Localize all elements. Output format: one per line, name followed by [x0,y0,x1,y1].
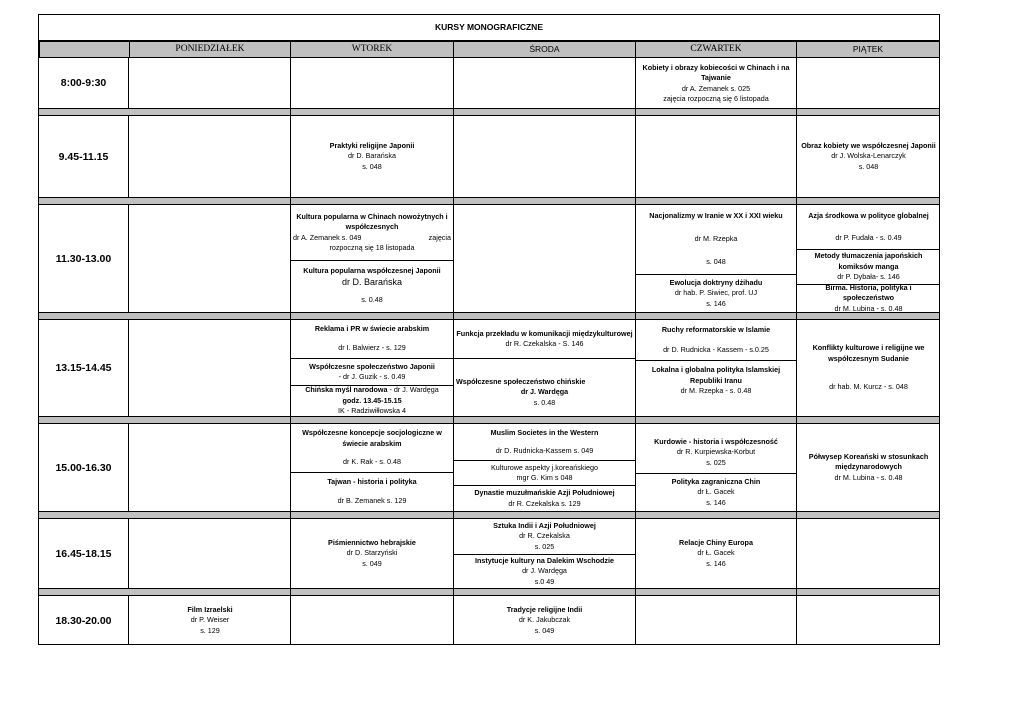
course-teacher: dr M. Lubina - s. 0.48 [834,303,903,313]
course-teacher: dr M. Rzepka [694,234,738,244]
course-title: Funkcja przekładu w komunikacji międzykulturowej [456,328,633,338]
page-title: KURSY MONOGRAFICZNE [39,15,939,41]
course-cell [797,282,940,313]
course-room: s. 048 [362,161,382,171]
course-teacher: - dr J. Wardęga [387,385,439,395]
course-teacher: dr K. Rak - s. 0.48 [343,457,401,467]
course-cell [454,519,635,554]
course-cell [291,205,453,260]
course-title: Półwysep Koreański w stosunkach międzynarodowych [808,451,929,472]
course-cell [291,116,453,197]
course-room: IK - Radziwiłłowska 4 [338,406,406,416]
row-separator [39,588,939,596]
course-cell [454,320,635,358]
course-cell [454,596,635,645]
course-teacher: dr M. Lubina - s. 0.48 [834,472,903,482]
course-teacher: dr B. Zemanek s. 129 [337,496,407,506]
course-cell [636,424,796,473]
course-room: s. 0.48 [361,294,383,304]
course-title: Piśmiennictwo hebrajskie [328,537,416,547]
course-room: s.0 49 [534,576,555,586]
course-cell [797,205,940,249]
course-title: Praktyki religijne Japonii [329,140,415,150]
course-room: s. 146 [706,497,726,507]
course-teacher: dr R. Czekalska [519,531,570,541]
header-tuesday: WTOREK [290,41,454,58]
course-teacher: dr M. Rzepka - s. 0.48 [680,386,752,395]
course-line [293,385,451,396]
course-hours: godz. 13.45-15.15 [342,395,402,405]
course-note: zajęcia rozpoczną się 6 listopada [663,94,769,103]
course-title: Współczesne koncepcje socjologiczne w świecie arabskim [302,428,442,448]
course-cell [454,424,635,460]
course-room: s. 048 [858,161,879,171]
course-cell [636,474,796,511]
course-teacher: dr hab. P. Siwiec, prof. UJ [674,288,758,298]
course-cell [636,361,796,416]
course-title: Kobiety i obrazy kobiecości w Chinach i na Tajwanie [642,62,790,82]
course-teacher: dr J. Wardęga [520,387,569,397]
course-room: s. 048 [706,257,726,267]
course-cell [291,261,453,312]
course-teacher: dr J. Wolska-Lenarczyk [831,151,906,161]
course-cell [291,320,453,358]
course-cell [454,486,635,511]
course-teacher: dr P. Weiser [190,615,230,625]
course-cell [636,59,796,108]
course-cell [454,555,635,588]
course-room: s. 146 [706,298,726,308]
course-teacher: dr A. Zemanek s. 049 [293,232,362,242]
course-teacher: dr A. Zemanek s. 025 [681,83,751,93]
course-teacher: dr R. Kurpiewska-Korbut [676,447,756,457]
course-teacher: dr Ł. Gacek [697,548,735,558]
course-cell [636,320,796,360]
course-title: Chińska myśl narodowa [305,385,388,395]
time-label: 18.30-20.00 [39,596,129,645]
header-monday: PONIEDZIAŁEK [129,41,291,58]
course-room: s. 025 [706,457,726,467]
time-label: 11.30-13.00 [39,205,129,312]
course-title: Tradycje religijne Indii [506,604,583,614]
time-label: 8:00-9:30 [39,58,129,108]
course-teacher: mgr G. Kim s 048 [516,473,573,482]
course-teacher: dr K. Jakubczak [518,615,571,625]
header-friday: PIĄTEK [796,41,940,58]
row-separator [39,197,939,205]
course-teacher: dr R. Czekalska - S. 146 [505,339,584,348]
course-cell [454,359,635,416]
course-room: s. 049 [362,558,382,568]
course-room: s. 146 [706,558,726,568]
schedule-sheet [38,14,940,645]
course-cell [797,424,940,511]
course-teacher: dr I. Balwierz - s. 129 [338,343,406,353]
course-title: Obraz kobiety we współczesnej Japonii [801,140,936,150]
course-note: zajęcia [428,232,451,242]
course-room: s. 025 [534,541,555,551]
course-title: Konflikty kulturowe i religijne we współczesnym Sudanie [812,343,925,363]
course-title: Ewolucja doktryny dżihadu [669,277,763,287]
course-teacher: dr Ł. Gacek [697,487,735,497]
row-separator [39,108,939,116]
course-cell [454,461,635,485]
course-title: Ruchy reformatorskie w Islamie [661,324,771,334]
course-title: Nacjonalizmy w Iranie w XX i XXI wieku [649,211,783,221]
course-title: Sztuka Indii i Azji Południowej [493,520,596,530]
course-note: rozpoczną się 18 listopada [329,243,415,252]
course-cell [636,275,796,312]
course-room: s. 129 [200,625,220,635]
course-teacher: dr D. Rudnicka-Kassem s. 049 [495,445,594,455]
course-cell [797,116,940,197]
course-title: Współczesne społeczeństwo Japonii [309,361,435,371]
course-cell [636,205,796,274]
course-cell [636,519,796,588]
course-title: Kultura popularna współczesnej Japonii [303,266,441,275]
course-teacher: dr J. Wardęga [522,566,567,576]
course-teacher: dr hab. M. Kurcz - s. 048 [829,382,908,392]
course-teacher: dr D. Starzyński [346,548,398,558]
course-cell [130,596,290,645]
course-room: s. 0.48 [533,397,556,407]
course-line [293,233,451,244]
course-title: Instytucje kultury na Dalekim Wschodzie [475,555,614,565]
header-wednesday: ŚRODA [453,41,636,58]
course-teacher: dr P. Dybała- s. 146 [837,272,900,282]
course-title: Dynastie muzułmańskie Azji Południowej [474,488,615,497]
course-cell [291,473,453,511]
course-title: Kultura popularna w Chinach nowożytnych i współczesnych [296,211,448,231]
course-room: s. 049 [534,625,555,635]
course-cell [291,424,453,472]
course-cell [797,320,940,416]
course-cell [291,386,453,416]
course-title: Kulturowe aspekty j.koreańskiego [490,462,599,472]
time-label: 13.15-14.45 [39,320,129,416]
time-label: 16.45-18.15 [39,519,129,588]
course-title: Azja środkowa w polityce globalnej [808,210,929,220]
course-title: Film Izraelski [187,604,233,614]
header-corner [39,41,130,58]
course-title: Kurdowie - historia i współczesność [654,436,778,446]
course-cell [291,519,453,588]
row-separator [39,511,939,519]
course-teacher: dr D. Barańska [341,276,403,287]
course-title: Birma. Historia, polityka i społeczeństwo [825,282,912,303]
header-thursday: CZWARTEK [635,41,797,58]
course-teacher: dr R. Czekalska s. 129 [508,498,581,508]
time-label: 15.00-16.30 [39,424,129,511]
course-cell [797,250,940,284]
course-teacher: dr P. Fudała - s. 0.49 [835,232,902,242]
course-title: Metody tłumaczenia japońskich komiksów manga [814,251,923,271]
course-title: Lokalna i globalna polityka Islamskiej Republiki Iranu [651,365,781,385]
time-label: 9.45-11.15 [39,116,129,197]
course-title: Relacje Chiny Europa [679,537,753,547]
course-teacher: - dr J. Guzik - s. 0.49 [338,372,406,381]
course-cell [291,359,453,385]
course-title: Muslim Societes in the Western [490,427,599,437]
row-separator [39,416,939,424]
course-teacher: dr D. Rudnicka - Kassem - s.0.25 [663,344,769,354]
course-title: Współczesne społeczeństwo chińskie [456,376,586,386]
course-title: Polityka zagraniczna Chin [671,476,761,486]
course-title: Reklama i PR w świecie arabskim [314,324,430,334]
course-teacher: dr D. Barańska [348,151,396,161]
course-title: Tajwan - historia i polityka [327,477,417,487]
